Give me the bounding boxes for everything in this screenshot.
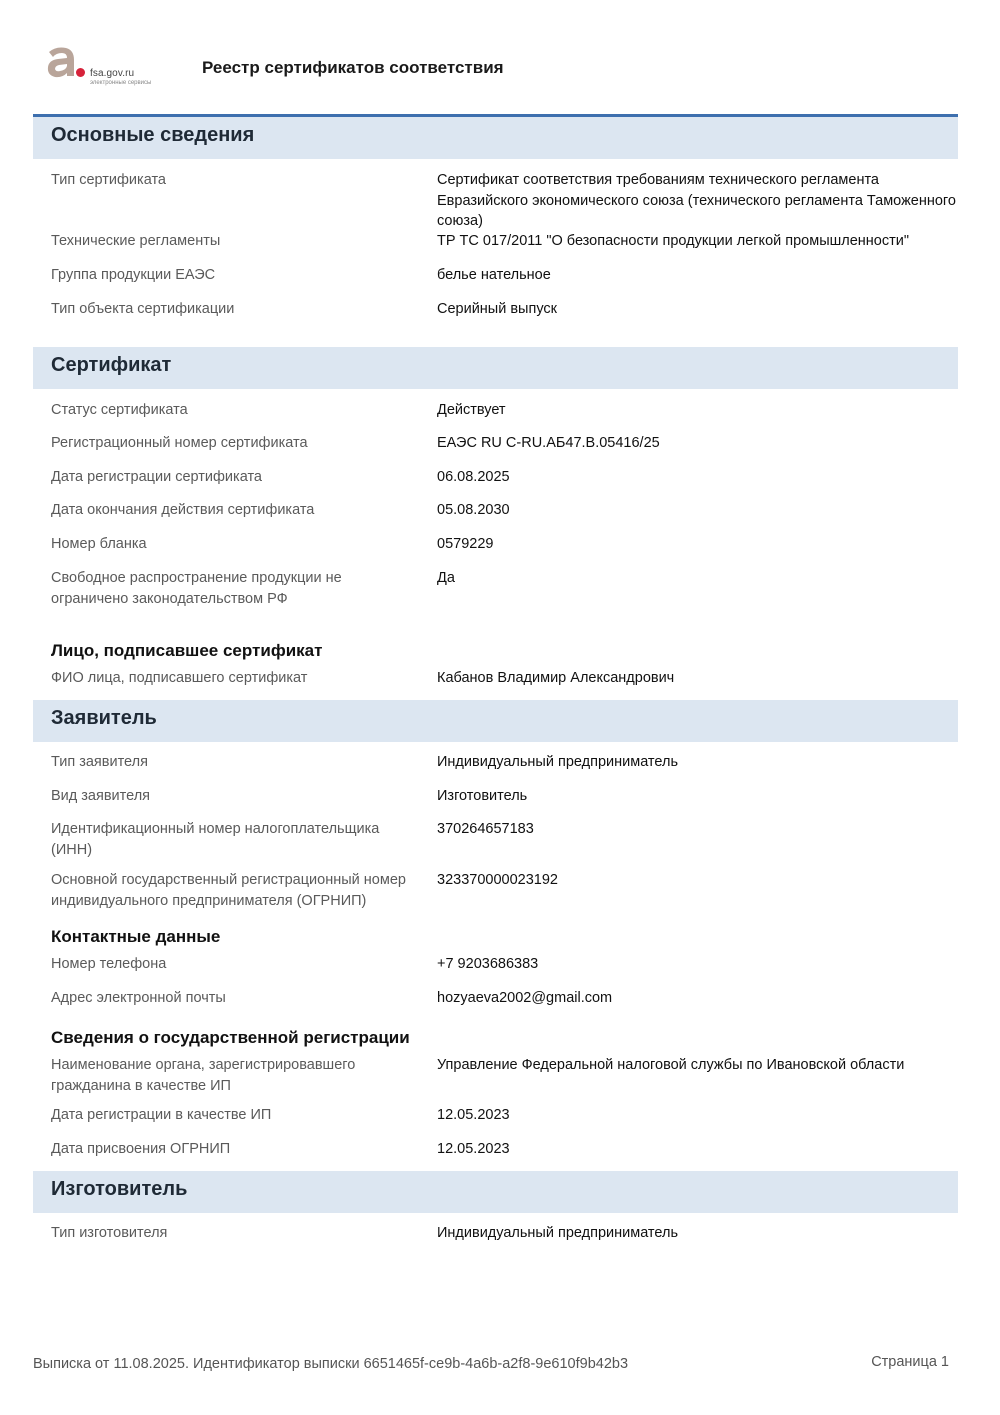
- field-value: Индивидуальный предприниматель: [437, 1225, 679, 1241]
- field-value: ЕАЭС RU C-RU.АБ47.В.05416/25: [437, 435, 660, 451]
- logo-subtitle: электронные сервисы: [90, 80, 152, 86]
- page-number: Страница 1: [871, 1354, 949, 1370]
- field-value: Индивидуальный предприниматель: [437, 754, 679, 770]
- field-value: Сертификат соответствия требованиям технического регламента Евразийского экономического союза (технического регламента Таможенного союза): [437, 172, 956, 229]
- field-label: Статус сертификата: [51, 402, 188, 418]
- field-value: Изготовитель: [437, 788, 528, 804]
- registration-subheading: Сведения о государственной регистрации: [51, 1028, 410, 1047]
- field-label: ФИО лица, подписавшего сертификат: [51, 670, 308, 686]
- field-value: ТР ТС 017/2011 "О безопасности продукции легкой промышленности": [437, 233, 910, 249]
- field-label: Идентификационный номер налогоплательщика (ИНН): [51, 821, 380, 858]
- field-value: белье нательное: [437, 267, 551, 283]
- field-value: Управление Федеральной налоговой службы по Ивановской области: [437, 1057, 905, 1073]
- field-label: Номер телефона: [51, 956, 167, 972]
- section-manufacturer-header: [33, 1171, 958, 1213]
- email-value: hozyaeva2002@gmail.com: [437, 990, 613, 1006]
- field-label: Тип изготовителя: [51, 1225, 168, 1241]
- section-basic-header: [33, 117, 958, 159]
- field-label: Технические регламенты: [51, 233, 221, 249]
- field-value: 05.08.2030: [437, 502, 510, 518]
- page-title: Реестр сертификатов соответствия: [202, 58, 504, 77]
- logo-dot: [76, 68, 85, 77]
- section-applicant-header: [33, 700, 958, 742]
- field-label: Дата присвоения ОГРНИП: [51, 1141, 231, 1157]
- page-header: [0, 0, 1000, 116]
- field-label: Вид заявителя: [51, 788, 151, 804]
- field-value: 323370000023192: [437, 872, 558, 888]
- contacts-subheading: Контактные данные: [51, 927, 221, 946]
- logo-site-text: fsa.gov.ru: [90, 68, 135, 79]
- section-manufacturer-title: Изготовитель: [51, 1178, 188, 1200]
- field-label: Дата регистрации в качестве ИП: [51, 1107, 272, 1123]
- field-value: Кабанов Владимир Александрович: [437, 670, 675, 686]
- field-label: Тип сертификата: [51, 172, 166, 188]
- field-label: Регистрационный номер сертификата: [51, 435, 308, 451]
- extract-info: Выписка от 11.08.2025. Идентификатор выписки 6651465f-ce9b-4a6b-a2f8-9e610f9b42b3: [33, 1356, 629, 1372]
- section-certificate-title: Сертификат: [51, 354, 172, 376]
- field-label: Номер бланка: [51, 536, 147, 552]
- section-applicant-title: Заявитель: [51, 707, 157, 729]
- field-label: Группа продукции ЕАЭС: [51, 267, 216, 283]
- field-label: Дата окончания действия сертификата: [51, 502, 315, 518]
- field-value: 0579229: [437, 536, 494, 552]
- field-label: Тип заявителя: [51, 754, 148, 770]
- field-label: Адрес электронной почты: [51, 990, 226, 1006]
- signer-subheading: Лицо, подписавшее сертификат: [51, 641, 323, 660]
- field-value: Да: [437, 570, 455, 586]
- field-value: 12.05.2023: [437, 1141, 510, 1157]
- field-value: 370264657183: [437, 821, 534, 837]
- section-basic-title: Основные сведения: [51, 124, 255, 146]
- status-value: Действует: [437, 402, 506, 418]
- field-value: 06.08.2025: [437, 469, 510, 485]
- phone-value: +7 9203686383: [437, 956, 539, 972]
- field-value: Серийный выпуск: [437, 301, 558, 317]
- section-certificate-header: [33, 347, 958, 389]
- field-label: Наименование органа, зарегистрировавшего гражданина в качестве ИП: [51, 1057, 356, 1094]
- field-value: 12.05.2023: [437, 1107, 510, 1123]
- field-label: Дата регистрации сертификата: [51, 469, 262, 485]
- field-label: Свободное распространение продукции не ограничено законодательством РФ: [51, 570, 342, 607]
- field-label: Основной государственный регистрационный номер индивидуального предпринимателя (ОГРНИП): [51, 872, 406, 909]
- fsa-logo[interactable]: [46, 46, 176, 90]
- field-label: Тип объекта сертификации: [51, 301, 235, 317]
